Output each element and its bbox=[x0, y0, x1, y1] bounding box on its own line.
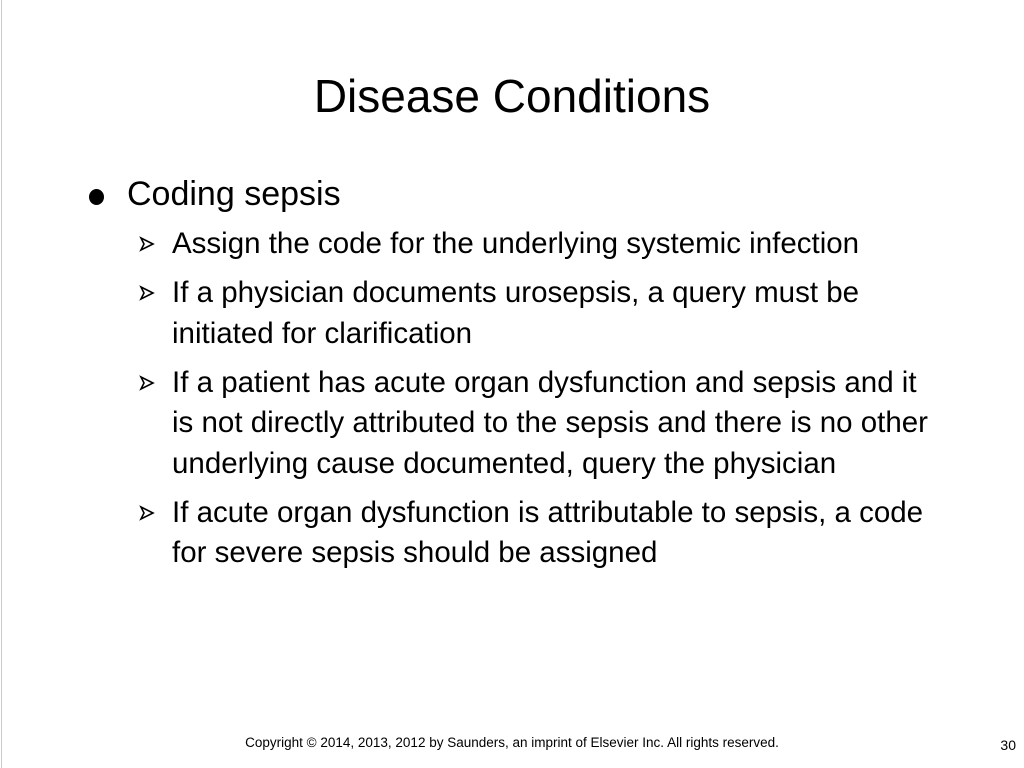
arrow-bullet-icon bbox=[138, 374, 156, 392]
slide-content bbox=[82, 170, 962, 582]
sub-bullet-item bbox=[82, 224, 934, 265]
sub-bullet-text: If acute organ dysfunction is attributable to sepsis, a code for severe sepsis should be assigned bbox=[172, 495, 924, 569]
sub-bullet-list bbox=[82, 224, 962, 574]
sub-bullet-text: Assign the code for the underlying systemic infection bbox=[172, 227, 860, 260]
copyright-footer: Copyright © 2014, 2013, 2012 by Saunders, an imprint of Elsevier Inc. All rights reserved. bbox=[245, 735, 779, 750]
slide-title: Disease Conditions bbox=[313, 70, 711, 122]
arrow-bullet-icon bbox=[138, 284, 156, 302]
sub-bullet-text: If a patient has acute organ dysfunction and sepsis and it is not directly attributed to the sepsis and there is no other underlying cause documented, query the physician bbox=[172, 365, 928, 480]
arrow-bullet-icon bbox=[138, 504, 156, 522]
sub-bullet-item bbox=[82, 363, 934, 485]
round-bullet-icon bbox=[89, 189, 104, 205]
bullet-text: Coding sepsis bbox=[127, 175, 341, 213]
sub-bullet-text: If a physician documents urosepsis, a query must be initiated for clarification bbox=[172, 276, 860, 350]
arrow-bullet-icon bbox=[138, 235, 156, 253]
sub-bullet-item bbox=[82, 273, 934, 354]
page-number: 30 bbox=[1000, 737, 1016, 753]
sub-bullet-item bbox=[82, 493, 934, 574]
bullet-coding-sepsis bbox=[82, 170, 962, 218]
